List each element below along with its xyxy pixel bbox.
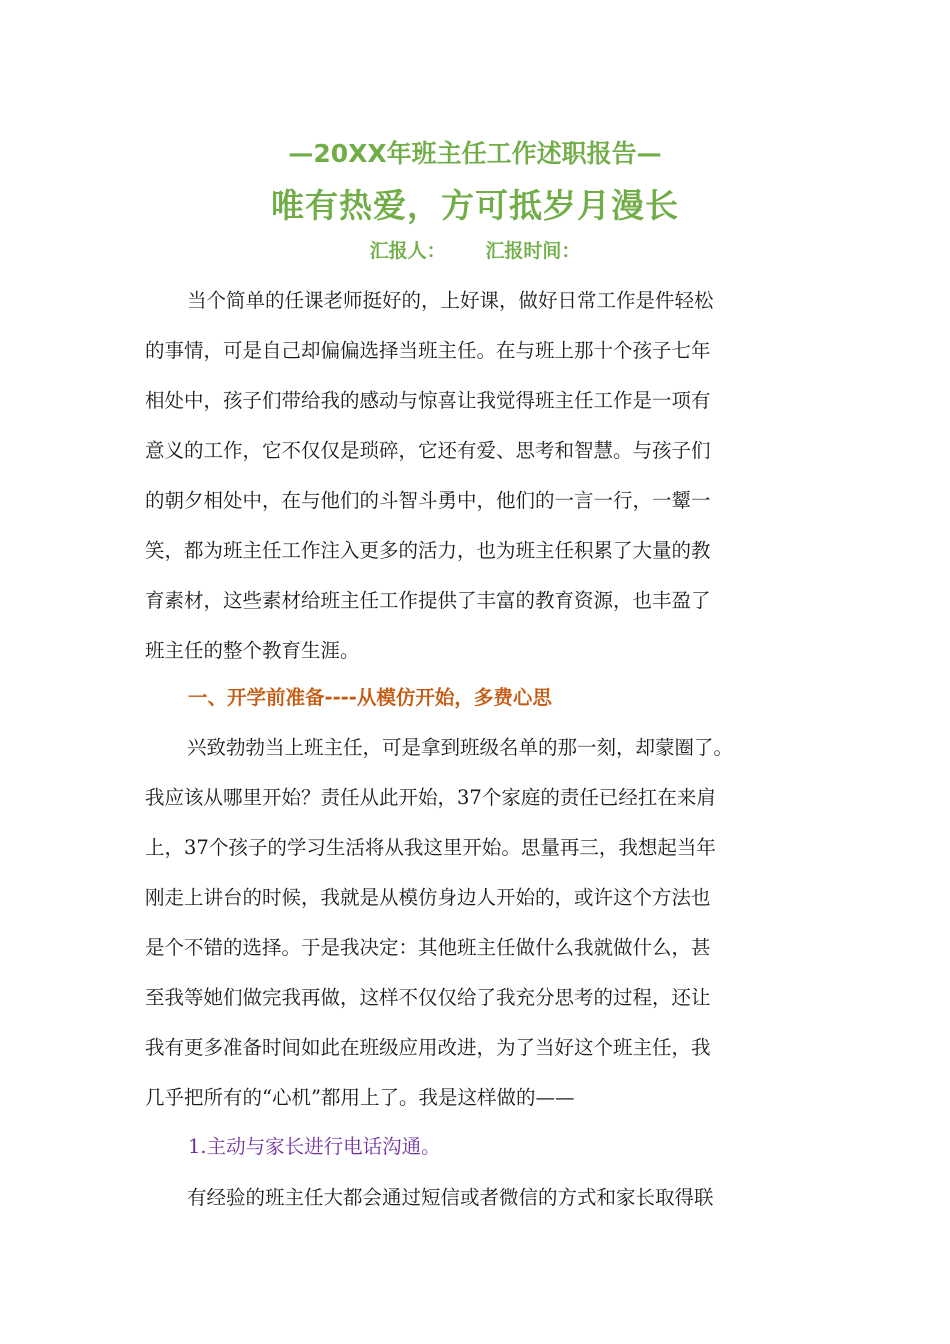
paragraph-line: 有经验的班主任大都会通过短信或者微信的方式和家长取得联 — [187, 1186, 714, 1209]
paragraph-line: 笑，都为班主任工作注入更多的活力，也为班主任积累了大量的教 — [145, 539, 711, 562]
paragraph-line: 是个不错的选择。于是我决定：其他班主任做什么我就做什么，甚 — [145, 936, 711, 959]
section-heading-1: 一、开学前准备----从模仿开始，多费心思 — [188, 686, 552, 709]
paragraph-line: 相处中，孩子们带给我的感动与惊喜让我觉得班主任工作是一项有 — [145, 389, 711, 412]
subheading-1: 1.主动与家长进行电话沟通。 — [188, 1135, 441, 1158]
paragraph-intro — [145, 276, 805, 676]
reporter-info: 汇报人： 汇报时间： — [369, 240, 581, 262]
paragraph-line: 我有更多准备时间如此在班级应用改进，为了当好这个班主任，我 — [145, 1036, 711, 1059]
paragraph-subsection-1 — [145, 1173, 805, 1223]
paragraph-line: 刚走上讲台的时候，我就是从模仿身边人开始的，或许这个方法也 — [145, 886, 711, 909]
paragraph-line: 育素材，这些素材给班主任工作提供了丰富的教育资源，也丰盈了 — [145, 589, 711, 612]
paragraph-line: 上，37个孩子的学习生活将从我这里开始。思量再三，我想起当年 — [145, 836, 716, 859]
paragraph-line: 我应该从哪里开始？责任从此开始，37个家庭的责任已经扛在来肩 — [145, 786, 716, 809]
paragraph-line: 当个简单的任课老师挺好的，上好课，做好日常工作是件轻松 — [187, 289, 714, 312]
paragraph-line: 意义的工作，它不仅仅是琐碎，它还有爱、思考和智慧。与孩子们 — [145, 439, 711, 462]
paragraph-line: 的朝夕相处中，在与他们的斗智斗勇中，他们的一言一行，一颦一 — [145, 489, 711, 512]
report-title-line2: 唯有热爱，方可抵岁月漫长 — [271, 186, 679, 225]
report-title-line1: —20XX年班主任工作述职报告— — [288, 139, 662, 168]
paragraph-line: 班主任的整个教育生涯。 — [145, 639, 360, 662]
paragraph-line: 兴致勃勃当上班主任，可是拿到班级名单的那一刻，却蒙圈了。 — [187, 736, 734, 759]
paragraph-section-1 — [145, 723, 805, 1123]
paragraph-line: 的事情，可是自己却偏偏选择当班主任。在与班上那十个孩子七年 — [145, 339, 711, 362]
paragraph-line: 几乎把所有的“心机”都用上了。我是这样做的—— — [145, 1086, 575, 1109]
paragraph-line: 至我等她们做完我再做，这样不仅仅给了我充分思考的过程，还让 — [145, 986, 711, 1009]
